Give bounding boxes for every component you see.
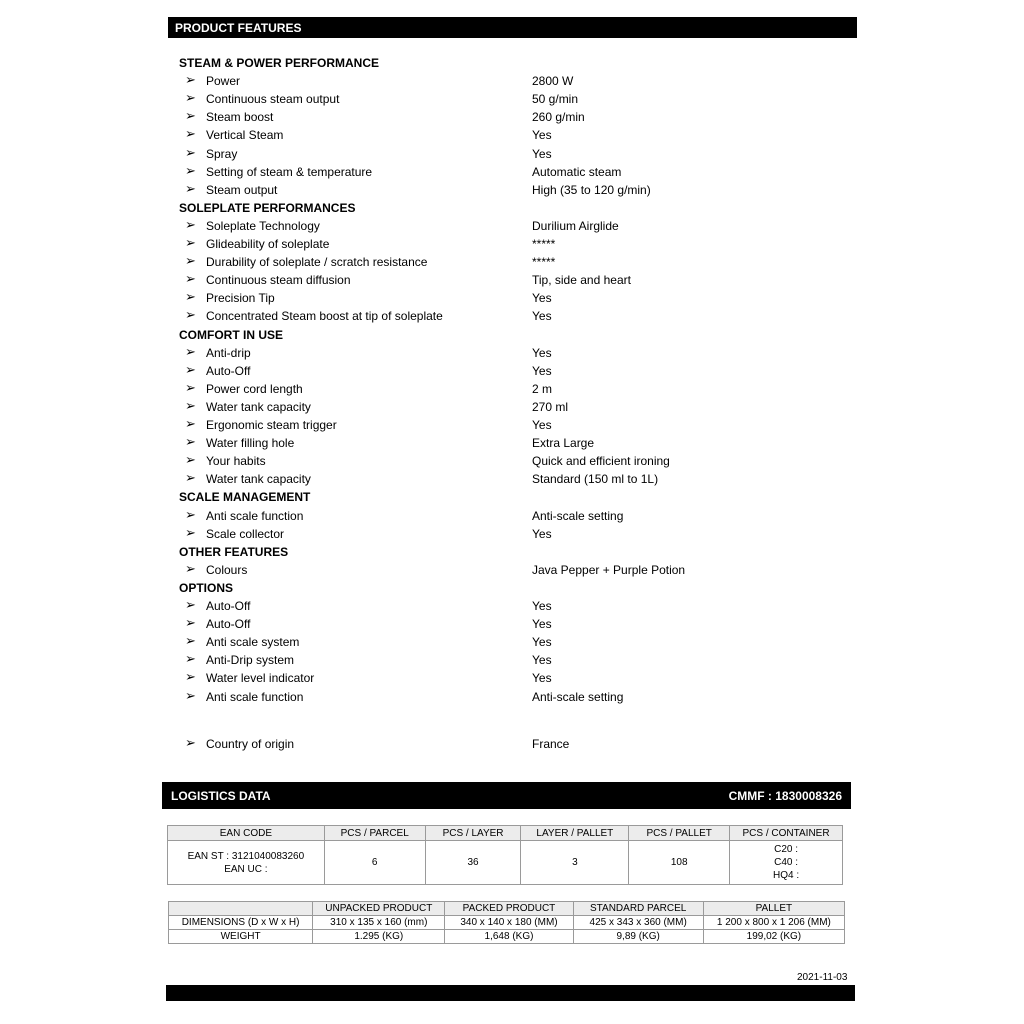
feature-row xyxy=(0,381,1024,397)
product-features-header xyxy=(168,17,857,38)
logistics-title: LOGISTICS DATA xyxy=(171,789,271,803)
feature-value: 260 g/min xyxy=(532,110,585,125)
bullet-arrow-icon: ➢ xyxy=(185,633,196,649)
col-header-pcs-layer: PCS / LAYER xyxy=(425,826,521,841)
col-header-unpacked-product: UNPACKED PRODUCT xyxy=(313,902,445,916)
country-of-origin-row xyxy=(0,736,1024,752)
bullet-arrow-icon: ➢ xyxy=(185,560,196,576)
section-title: SCALE MANAGEMENT xyxy=(179,490,311,505)
feature-label: Water filling hole xyxy=(206,436,295,451)
feature-row xyxy=(0,308,1024,324)
feature-label: Water level indicator xyxy=(206,671,315,686)
section-title: OTHER FEATURES xyxy=(179,544,289,559)
feature-label: Country of origin xyxy=(206,737,295,751)
table-cell: 1.295 (KG) xyxy=(313,930,445,944)
feature-value: Yes xyxy=(532,526,552,541)
feature-value: 2800 W xyxy=(532,74,574,89)
col-header-pcs-container: PCS / CONTAINER xyxy=(730,826,843,841)
feature-row xyxy=(0,182,1024,198)
feature-value: Yes xyxy=(532,617,552,632)
feature-label: Anti scale function xyxy=(206,508,304,523)
col-header-ean-code: EAN CODE xyxy=(168,826,325,841)
feature-row xyxy=(0,73,1024,89)
table-cell: 1 200 x 800 x 1 206 (MM) xyxy=(703,916,844,930)
feature-label: Water tank capacity xyxy=(206,399,311,414)
section-title: COMFORT IN USE xyxy=(179,327,283,342)
col-header-layer-pallet: LAYER / PALLET xyxy=(521,826,629,841)
dimensions-header-row xyxy=(169,902,845,916)
feature-label: Auto-Off xyxy=(206,363,251,378)
bullet-arrow-icon: ➢ xyxy=(185,669,196,685)
logistics-data-header xyxy=(162,782,851,809)
feature-row xyxy=(0,435,1024,451)
table-row xyxy=(168,841,843,885)
bullet-arrow-icon: ➢ xyxy=(185,72,196,88)
feature-row xyxy=(0,562,1024,578)
table-cell: 310 x 135 x 160 (mm) xyxy=(313,916,445,930)
feature-label: Power xyxy=(206,74,241,89)
feature-label: Anti scale system xyxy=(206,635,300,650)
bullet-arrow-icon: ➢ xyxy=(185,524,196,540)
feature-value: 50 g/min xyxy=(532,92,579,107)
container-c40: C40 : xyxy=(774,857,798,868)
feature-row xyxy=(0,598,1024,614)
feature-value: Quick and efficient ironing xyxy=(532,454,670,469)
layer-pallet-value: 3 xyxy=(521,841,629,885)
bullet-arrow-icon: ➢ xyxy=(185,361,196,377)
table-cell: 425 x 343 x 360 (MM) xyxy=(573,916,703,930)
container-hq4: HQ4 : xyxy=(772,870,800,881)
bullet-arrow-icon: ➢ xyxy=(185,651,196,667)
feature-row xyxy=(0,689,1024,705)
bullet-arrow-icon: ➢ xyxy=(185,452,196,468)
bullet-arrow-icon: ➢ xyxy=(185,687,196,703)
feature-value: Anti-scale setting xyxy=(532,689,624,704)
feature-row xyxy=(0,399,1024,415)
ean-table xyxy=(167,825,843,885)
table-cell: 199,02 (KG) xyxy=(703,930,844,944)
bullet-arrow-icon: ➢ xyxy=(185,397,196,413)
feature-label: Steam boost xyxy=(206,110,274,125)
feature-value: Yes xyxy=(532,128,552,143)
feature-value: France xyxy=(532,737,570,751)
feature-row xyxy=(0,146,1024,162)
feature-value: ***** xyxy=(532,255,556,270)
footer-bar xyxy=(166,985,855,1001)
bullet-arrow-icon: ➢ xyxy=(185,126,196,142)
ean-uc: EAN UC : xyxy=(224,863,268,875)
feature-label: Scale collector xyxy=(206,526,285,541)
feature-label: Concentrated Steam boost at tip of soleplate xyxy=(206,309,443,324)
feature-value: Yes xyxy=(532,146,552,161)
feature-row xyxy=(0,634,1024,650)
section-title: OPTIONS xyxy=(179,580,234,595)
col-header-pcs-pallet: PCS / PALLET xyxy=(629,826,730,841)
feature-value: Yes xyxy=(532,635,552,650)
row-label-weight: WEIGHT xyxy=(169,930,313,944)
feature-label: Ergonomic steam trigger xyxy=(206,418,337,432)
feature-label: Water tank capacity xyxy=(206,472,311,487)
feature-label: Glideability of soleplate xyxy=(206,237,330,251)
feature-label: Power cord length xyxy=(206,381,303,396)
feature-value: Yes xyxy=(532,671,552,686)
feature-label: Vertical Steam xyxy=(206,128,284,143)
feature-row xyxy=(0,91,1024,107)
bullet-arrow-icon: ➢ xyxy=(185,416,196,431)
cmmf-code: CMMF : 1830008326 xyxy=(728,789,842,803)
pcs-parcel-value: 6 xyxy=(324,841,425,885)
table-cell: 1,648 (KG) xyxy=(445,930,573,944)
feature-label: Auto-Off xyxy=(206,617,251,632)
ean-table-header-row xyxy=(168,826,843,841)
document-date: 2021-11-03 xyxy=(797,972,848,983)
pcs-layer-value: 36 xyxy=(425,841,521,885)
feature-value: Yes xyxy=(532,418,552,432)
feature-row xyxy=(0,363,1024,379)
col-header-blank xyxy=(169,902,313,916)
bullet-arrow-icon: ➢ xyxy=(185,90,196,106)
feature-value: Standard (150 ml to 1L) xyxy=(532,472,659,487)
feature-label: Durability of soleplate / scratch resistance xyxy=(206,255,428,270)
feature-value: Anti-scale setting xyxy=(532,508,624,523)
feature-label: Steam output xyxy=(206,182,278,197)
container-c20: C20 : xyxy=(774,844,798,855)
section-title: SOLEPLATE PERFORMANCES xyxy=(179,200,356,215)
bullet-arrow-icon: ➢ xyxy=(185,162,196,178)
bullet-arrow-icon: ➢ xyxy=(185,434,196,450)
col-header-standard-parcel: STANDARD PARCEL xyxy=(573,902,703,916)
bullet-arrow-icon: ➢ xyxy=(185,216,196,232)
feature-row xyxy=(0,127,1024,143)
feature-value: Yes xyxy=(532,309,552,324)
bullet-arrow-icon: ➢ xyxy=(185,253,196,269)
product-features-title: PRODUCT FEATURES xyxy=(175,21,302,35)
col-header-packed-product: PACKED PRODUCT xyxy=(445,902,573,916)
bullet-arrow-icon: ➢ xyxy=(185,597,196,612)
feature-row xyxy=(0,345,1024,361)
feature-value: High (35 to 120 g/min) xyxy=(532,182,651,197)
bullet-arrow-icon: ➢ xyxy=(185,735,196,750)
feature-row xyxy=(0,218,1024,234)
pcs-pallet-value: 108 xyxy=(629,841,730,885)
feature-value: Yes xyxy=(532,653,552,668)
dimensions-table xyxy=(168,901,845,944)
feature-row xyxy=(0,290,1024,306)
bullet-arrow-icon: ➢ xyxy=(185,271,196,287)
bullet-arrow-icon: ➢ xyxy=(185,289,196,305)
feature-label: Anti scale function xyxy=(206,689,304,704)
feature-label: Anti-Drip system xyxy=(206,653,295,668)
pcs-container-cell xyxy=(730,841,843,885)
feature-row xyxy=(0,508,1024,524)
feature-value: Tip, side and heart xyxy=(532,273,631,288)
feature-label: Colours xyxy=(206,562,248,577)
feature-label: Anti-drip xyxy=(206,345,251,360)
feature-value: Yes xyxy=(532,345,552,360)
feature-value: Extra Large xyxy=(532,436,595,451)
bullet-arrow-icon: ➢ xyxy=(185,144,196,160)
feature-label: Precision Tip xyxy=(206,291,275,306)
feature-row xyxy=(0,236,1024,252)
feature-value: Yes xyxy=(532,599,552,613)
feature-value: Yes xyxy=(532,363,552,378)
bullet-arrow-icon: ➢ xyxy=(185,506,196,522)
ean-codes-cell xyxy=(168,841,325,885)
feature-value: Durilium Airglide xyxy=(532,218,619,233)
feature-row xyxy=(0,254,1024,270)
feature-row xyxy=(0,164,1024,180)
table-row xyxy=(169,930,845,944)
feature-label: Setting of steam & temperature xyxy=(206,164,373,179)
bullet-arrow-icon: ➢ xyxy=(185,108,196,124)
feature-value: Java Pepper + Purple Potion xyxy=(532,562,686,577)
bullet-arrow-icon: ➢ xyxy=(185,470,196,486)
feature-value: 2 m xyxy=(532,381,553,396)
feature-row xyxy=(0,109,1024,125)
feature-value: 270 ml xyxy=(532,399,569,414)
col-header-pcs-parcel: PCS / PARCEL xyxy=(324,826,425,841)
feature-row xyxy=(0,670,1024,686)
feature-label: Auto-Off xyxy=(206,599,251,613)
bullet-arrow-icon: ➢ xyxy=(185,307,196,323)
feature-value: ***** xyxy=(532,237,556,251)
bullet-arrow-icon: ➢ xyxy=(185,379,196,395)
feature-label: Soleplate Technology xyxy=(206,218,320,233)
feature-label: Continuous steam diffusion xyxy=(206,273,351,288)
bullet-arrow-icon: ➢ xyxy=(185,343,196,359)
ean-st: EAN ST : 3121040083260 xyxy=(187,850,305,862)
feature-row xyxy=(0,471,1024,487)
table-row xyxy=(169,916,845,930)
feature-label: Your habits xyxy=(206,454,266,469)
bullet-arrow-icon: ➢ xyxy=(185,180,196,196)
feature-row xyxy=(0,616,1024,632)
feature-row xyxy=(0,417,1024,433)
table-cell: 340 x 140 x 180 (MM) xyxy=(445,916,573,930)
feature-row xyxy=(0,652,1024,668)
feature-value: Yes xyxy=(532,291,552,306)
table-cell: 9,89 (KG) xyxy=(573,930,703,944)
feature-row xyxy=(0,272,1024,288)
feature-label: Spray xyxy=(206,146,238,161)
feature-row xyxy=(0,526,1024,542)
feature-row xyxy=(0,453,1024,469)
bullet-arrow-icon: ➢ xyxy=(185,235,196,250)
col-header-pallet: PALLET xyxy=(703,902,844,916)
row-label-dimensions: DIMENSIONS (D x W x H) xyxy=(169,916,313,930)
section-title: STEAM & POWER PERFORMANCE xyxy=(179,56,380,70)
feature-label: Continuous steam output xyxy=(206,92,340,107)
bullet-arrow-icon: ➢ xyxy=(185,615,196,631)
feature-value: Automatic steam xyxy=(532,164,622,179)
